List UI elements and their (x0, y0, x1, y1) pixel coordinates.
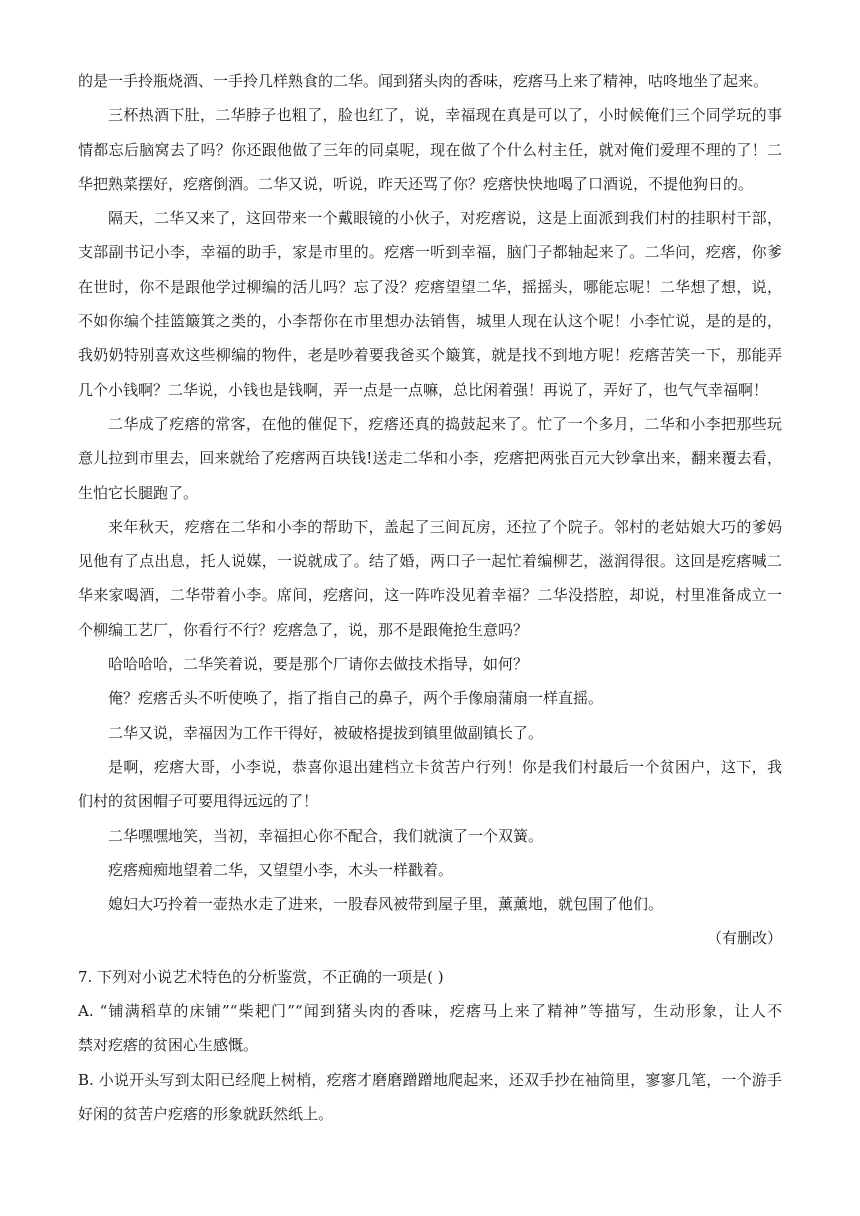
story-text (78, 64, 782, 921)
document-body (78, 64, 782, 1131)
story-paragraph (78, 716, 782, 750)
paragraph-line: 媳妇大巧拎着一壶热水走了进来，一股春风被带到屋子里，薰薰地，就包围了他们。 (108, 895, 664, 914)
story-paragraph (78, 681, 782, 715)
paragraph-line: 华把熟菜摆好，疙瘩倒酒。二华又说，听说，昨天还骂了你？疙瘩快快地喝了口酒说，不提他狗日的。 (78, 174, 754, 193)
paragraph-line: 二华成了疙瘩的常客，在他的催促下，疙瘩还真的捣鼓起来了。忙了一个多月，二华和小李把那些玩 (108, 414, 782, 433)
option-line: A. “铺满稻草的床铺”“柴耙门”“闻到猪头肉的香味，疙瘩马上来了精神”等描写，生动形象，让人不 (78, 1002, 782, 1021)
paragraph-line: 来年秋天，疙瘩在二华和小李的帮助下，盖起了三间瓦房，还拉了个院子。邻村的老姑娘大巧的爹妈 (108, 517, 782, 536)
story-paragraph (78, 647, 782, 681)
paragraph-line: 二华又说，幸福因为工作干得好，被破格提拔到镇里做副镇长了。 (108, 723, 544, 742)
paragraph-line: 是啊，疙瘩大哥，小李说，恭喜你退出建档立卡贫苦户行列！你是我们村最后一个贫困户，这下，我 (108, 757, 782, 776)
paragraph-line: 俺？疙瘩舌头不听使唤了，指了指自己的鼻子，两个手像扇蒲扇一样直摇。 (108, 689, 604, 708)
answer-option (78, 994, 782, 1063)
paragraph-line: 几个小钱啊？二华说，小钱也是钱啊，弄一点是一点嘛，总比闲着强！再说了，弄好了，也气气幸福啊！ (78, 380, 769, 399)
story-paragraph (78, 510, 782, 647)
story-paragraph (78, 407, 782, 510)
paragraph-line: 意儿拉到市里去，回来就给了疙瘩两百块钱!送走二华和小李，疙瘩把两张百元大钞拿出来，翻来覆去看， (78, 449, 782, 468)
story-paragraph (78, 64, 782, 98)
question-stem: 7. 下列对小说艺术特色的分析鉴赏，不正确的一项是( ) (78, 967, 444, 986)
paragraph-line: 的是一手拎瓶烧酒、一手拎几样熟食的二华。闻到猪头肉的香味，疙瘩马上来了精神，咕咚地坐了起来。 (78, 72, 769, 90)
paragraph-line: 我奶奶特别喜欢这些柳编的物件，老是吵着要我爸买个簸箕，就是找不到地方呢！疙瘩苦笑一下，那能弄 (78, 346, 782, 365)
paragraph-line: 二华嘿嘿地笑，当初，幸福担心你不配合，我们就演了一个双簧。 (108, 826, 544, 845)
paragraph-line: 生怕它长腿跑了。 (78, 483, 199, 502)
story-paragraph (78, 853, 782, 887)
paragraph-line: 见他有了点出息，托人说媒，一说就成了。结了婚，两口子一起忙着编柳艺，滋润得很。这回是疙瘩喊二 (78, 552, 782, 571)
story-paragraph (78, 819, 782, 853)
paragraph-line: 哈哈哈哈，二华笑着说，要是那个厂请你去做技术指导，如何？ (108, 655, 529, 674)
source-note: （有删改） (706, 929, 782, 948)
story-paragraph (78, 887, 782, 921)
paragraph-line: 在世时，你不是跟他学过柳编的活儿吗？忘了没？疙瘩望望二华，摇摇头，哪能忘呢！二华想了想，说， (78, 277, 782, 296)
paragraph-line: 隔天，二华又来了，这回带来一个戴眼镜的小伙子，对疙瘩说，这是上面派到我们村的挂职村干部， (108, 209, 782, 228)
answer-option (78, 1063, 782, 1132)
story-paragraph (78, 98, 782, 201)
paragraph-line: 华来家喝酒，二华带着小李。席间，疙瘩问，这一阵咋没见着幸福？二华没搭腔，却说，村里准备成立一 (78, 586, 782, 605)
question-block (78, 960, 782, 1131)
paragraph-line: 个柳编工艺厂，你看行不行？疙瘩急了，说，那不是跟俺抢生意吗？ (78, 620, 529, 639)
story-paragraph (78, 201, 782, 407)
option-line: B. 小说开头写到太阳已经爬上树梢，疙瘩才磨磨蹭蹭地爬起来，还双手抄在袖筒里，寥寥几笔，一个游手 (78, 1070, 782, 1089)
paragraph-line: 情都忘后脑窝去了吗？你还跟他做了三年的同桌呢，现在做了个什么村主任，就对俺们爱理不理的了！二 (78, 140, 782, 159)
paragraph-line: 三杯热酒下肚，二华脖子也粗了，脸也红了，说，幸福现在真是可以了，小时候俺们三个同学玩的事 (108, 106, 782, 125)
option-line: 好闲的贫苦户疙瘩的形象就跃然纸上。 (78, 1104, 334, 1123)
paragraph-line: 支部副书记小李，幸福的助手，家是市里的。疙瘩一听到幸福，脑门子都轴起来了。二华问，疙瘩，你爹 (78, 243, 782, 262)
question-options (78, 994, 782, 1131)
paragraph-line: 们村的贫困帽子可要甩得远远的了！ (78, 792, 319, 811)
story-paragraph (78, 750, 782, 819)
paragraph-line: 不如你编个挂篮簸箕之类的，小李帮你在市里想办法销售，城里人现在认这个呢！小李忙说，是的是的， (78, 312, 782, 331)
option-line: 禁对疙瘩的贫困心生感慨。 (78, 1036, 259, 1055)
paragraph-line: 疙瘩痴痴地望着二华，又望望小李，木头一样戳着。 (108, 860, 454, 879)
